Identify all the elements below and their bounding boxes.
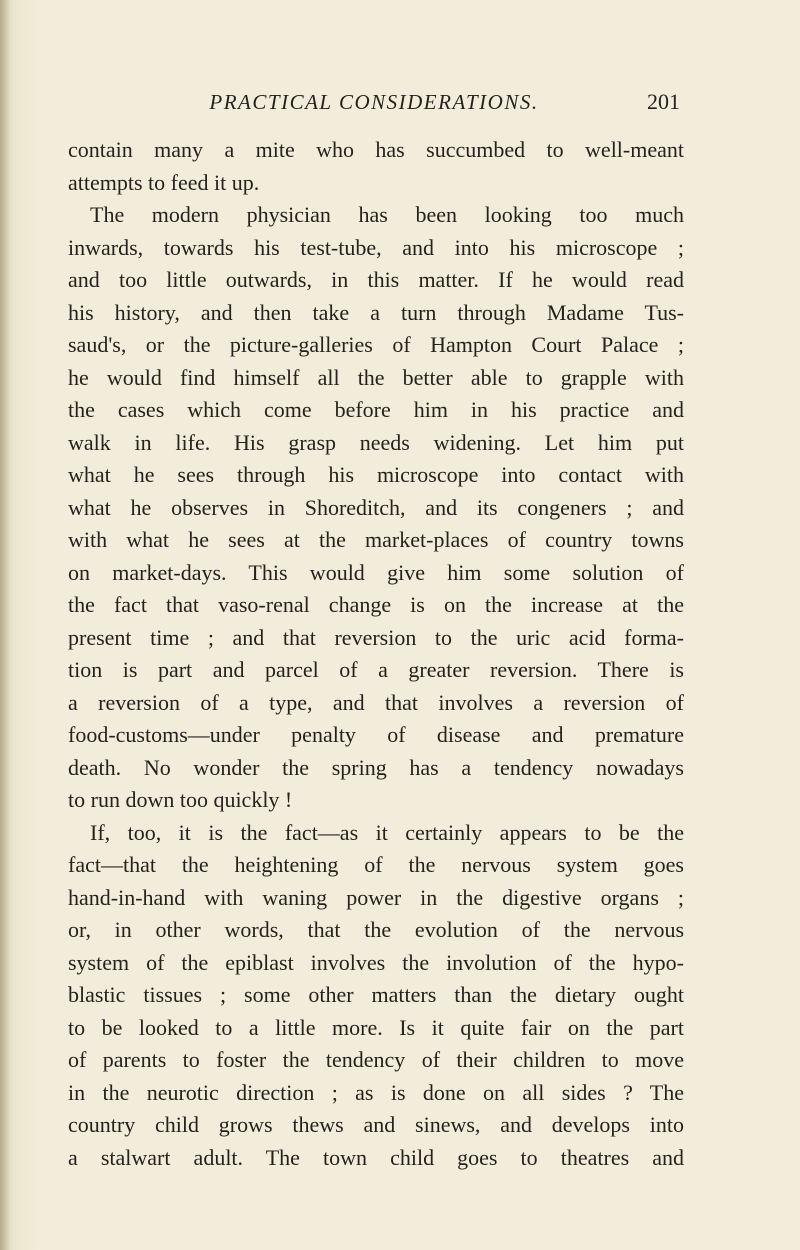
text-line: tion is part and parcel of a greater reversion. There is xyxy=(68,657,684,683)
text-line: in the neurotic direction ; as is done on all sides ? The xyxy=(68,1079,684,1105)
text-line: fact—that the heightening of the nervous system goes xyxy=(68,852,684,878)
text-line: a reversion of a type, and that involves a reversion of xyxy=(68,689,684,715)
text-line: on market-days. This would give him some solution of xyxy=(68,559,684,585)
text-line: the cases which come before him in his practice and xyxy=(68,397,684,423)
body-text xyxy=(68,134,684,1175)
text-line: present time ; and that reversion to the uric acid forma- xyxy=(68,624,684,650)
text-line: saud's, or the picture-galleries of Hampton Court Palace ; xyxy=(68,332,684,358)
text-line: walk in life. His grasp needs widening. Let him put xyxy=(68,429,684,455)
binding-gutter-shadow xyxy=(0,0,10,1250)
text-line: The modern physician has been looking too much xyxy=(90,202,684,228)
running-title: PRACTICAL CONSIDERATIONS. xyxy=(209,90,539,114)
text-line: contain many a mite who has succumbed to well-meant xyxy=(68,137,684,162)
text-line: inwards, towards his test-tube, and into his microscope ; xyxy=(68,234,684,260)
text-line: death. No wonder the spring has a tendency nowadays xyxy=(68,754,684,780)
text-line: of parents to foster the tendency of their children to move xyxy=(68,1047,684,1073)
text-line: or, in other words, that the evolution of the nervous xyxy=(68,917,684,943)
text-line: a stalwart adult. The town child goes to theatres and xyxy=(68,1144,684,1170)
text-line: to run down too quickly ! xyxy=(68,787,293,813)
text-line: his history, and then take a turn through Madame Tus- xyxy=(68,299,684,325)
text-line: and too little outwards, in this matter. If he would read xyxy=(68,267,684,293)
running-head xyxy=(68,86,680,118)
text-line: If, too, it is the fact—as it certainly appears to be the xyxy=(90,819,684,845)
text-line: the fact that vaso-renal change is on the increase at the xyxy=(68,592,684,618)
text-line: country child grows thews and sinews, and develops into xyxy=(68,1112,684,1138)
page-number: 201 xyxy=(647,89,680,114)
text-line: what he sees through his microscope into contact with xyxy=(68,462,684,488)
text-line: blastic tissues ; some other matters than the dietary ought xyxy=(68,982,684,1008)
text-line: what he observes in Shoreditch, and its congeners ; and xyxy=(68,494,684,520)
text-line: attempts to feed it up. xyxy=(68,169,260,195)
text-line: system of the epiblast involves the involution of the hypo- xyxy=(68,949,684,975)
text-line: food-customs—under penalty of disease and premature xyxy=(68,722,684,748)
text-line: with what he sees at the market-places of country towns xyxy=(68,527,684,553)
text-line: he would find himself all the better able to grapple with xyxy=(68,364,684,390)
text-line: hand-in-hand with waning power in the digestive organs ; xyxy=(68,884,684,910)
text-line: to be looked to a little more. Is it quite fair on the part xyxy=(68,1014,684,1040)
